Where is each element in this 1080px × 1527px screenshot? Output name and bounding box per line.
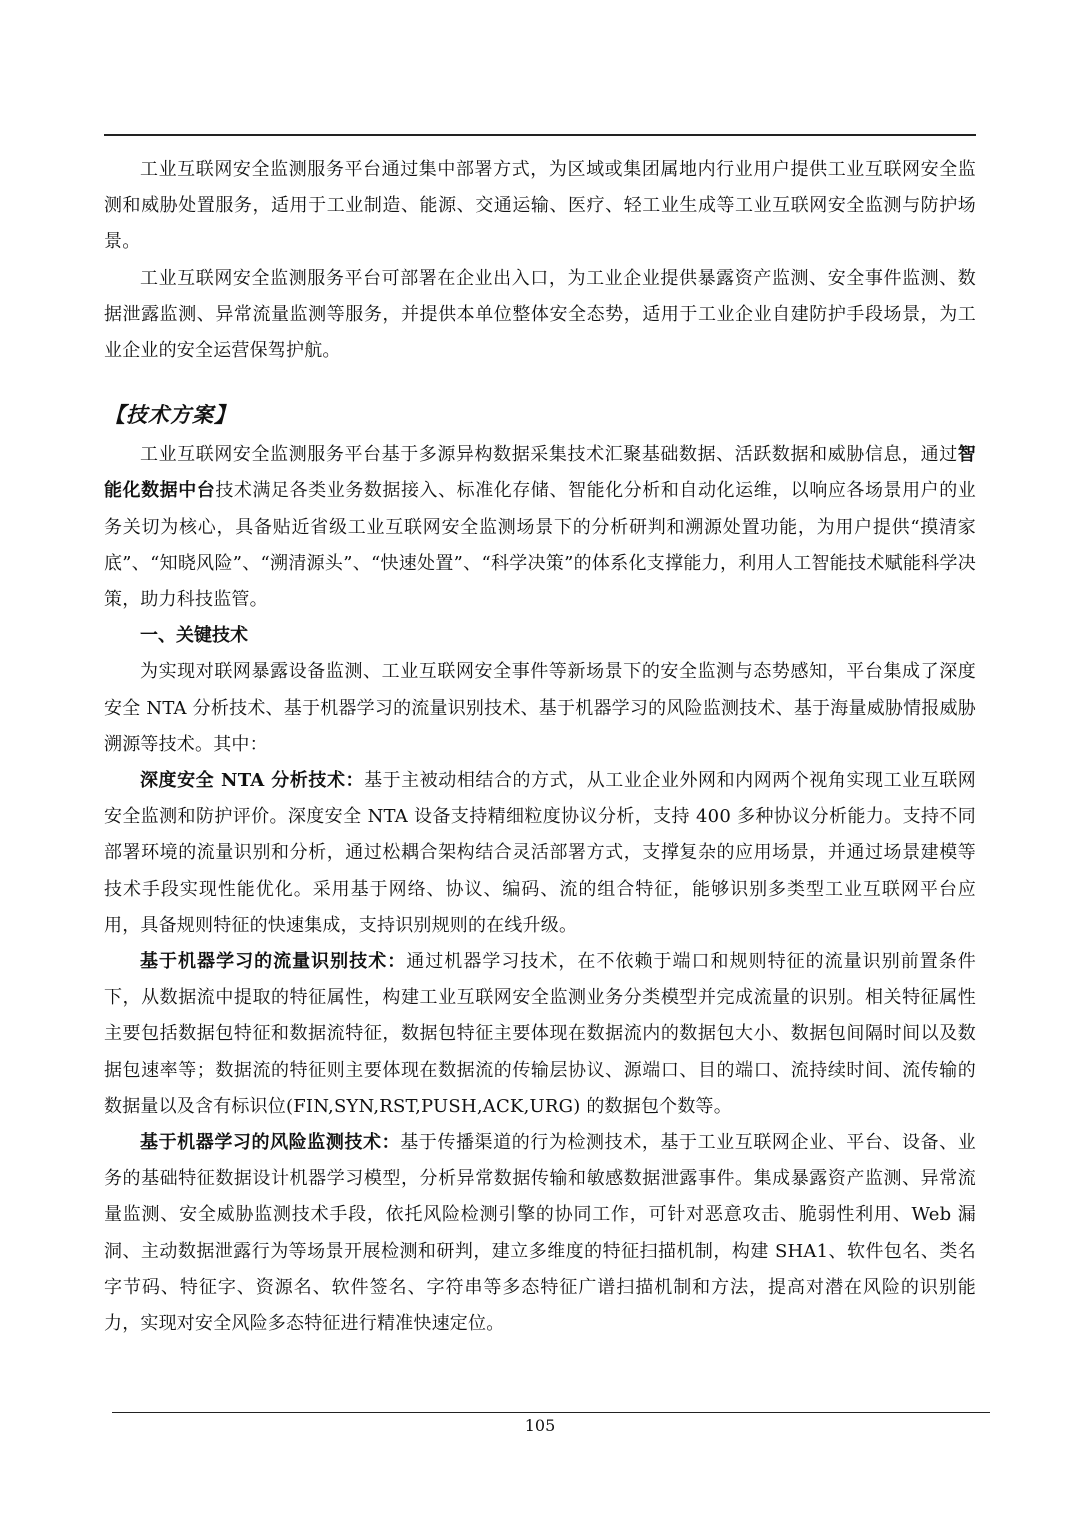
intro-paragraph-2: 工业互联网安全监测服务平台可部署在企业出入口，为工业企业提供暴露资产监测、安全事件监测、数据泄露监测、异常流量监测等服务，并提供本单位整体安全态势，适用于工业企业自建防护手段场景，为工业企业的安全运营保驾护航。: [104, 267, 976, 362]
footer-rule: [112, 1412, 990, 1413]
tech-item-term: 基于机器学习的流量识别技术：: [140, 951, 407, 973]
tech-item-text: 基于传播渠道的行为检测技术，基于工业互联网企业、平台、设备、业务的基础特征数据设计机器学习模型，分析异常数据传输和敏感数据泄露事件。集成暴露资产监测、异常流量监测、安全威胁监测技术手段，依托风险检测引擎的协同工作，可针对恶意攻击、脆弱性利用、Web 漏洞、主动数据泄露行为等场景开展检测和研判，建立多维度的特征扫描机制，构建 SHA1、软件包名、类名字节码、特征字、资源名、软件签名、字符串等多态特征广谱扫描机制和方法，提高对潜在风险的识别能力，实现对安全风险多态特征进行精准快速定位。: [104, 1132, 976, 1335]
tech-solution-text-after: 技术满足各类业务数据接入、标准化存储、智能化分析和自动化运维，以响应各场景用户的业务关切为核心，具备贴近省级工业互联网安全监测场景下的分析研判和溯源处置功能，为用户提供“摸清家底”、“知晓风险”、“溯清源头”、“快速处置”、“科学决策”的体系化支撑能力，利用人工智能技术赋能科学决策，助力科技监管。: [104, 480, 976, 611]
subheading-key-tech: 一、关键技术: [140, 625, 248, 647]
tech-item-text: 基于主被动相结合的方式，从工业企业外网和内网两个视角实现工业互联网安全监测和防护评价。深度安全 NTA 设备支持精细粒度协议分析，支持 400 多种协议分析能力。支持不同部署环境的流量识别和分析，通过松耦合架构结合灵活部署方式，支撑复杂的应用场景，并通过场景建模等技术手段实现性能优化。采用基于网络、协议、编码、流的组合特征，能够识别多类型工业互联网平台应用，具备规则特征的快速集成，支持识别规则的在线升级。: [104, 770, 976, 936]
section-title: 【技术方案】: [104, 402, 236, 428]
tech-solution-text-before: 工业互联网安全监测服务平台基于多源异构数据采集技术汇聚基础数据、活跃数据和威胁信息，通过: [140, 444, 958, 466]
page-body: [104, 152, 976, 1342]
intro-paragraph-1: 工业互联网安全监测服务平台通过集中部署方式，为区域或集团属地内行业用户提供工业互联网安全监测和威胁处置服务，适用于工业制造、能源、交通运输、医疗、轻工业生成等工业互联网安全监测与防护场景。: [104, 159, 976, 253]
key-tech-intro: 为实现对联网暴露设备监测、工业互联网安全事件等新场景下的安全监测与态势感知，平台集成了深度安全 NTA 分析技术、基于机器学习的流量识别技术、基于机器学习的风险监测技术、基于海量威胁情报威胁溯源等技术。其中：: [104, 661, 976, 755]
tech-item-term: 深度安全 NTA 分析技术：: [140, 770, 365, 792]
tech-item-text: 通过机器学习技术，在不依赖于端口和规则特征的流量识别前置条件下，从数据流中提取的特征属性，构建工业互联网安全监测业务分类模型并完成流量的识别。相关特征属性主要包括数据包特征和数据流特征，数据包特征主要体现在数据流内的数据包大小、数据包间隔时间以及数据包速率等；数据流的特征则主要体现在数据流的传输层协议、源端口、目的端口、流持续时间、流传输的数据量以及含有标识位(FIN,SYN,RST,PUSH,ACK,URG) 的数据包个数等。: [104, 951, 976, 1117]
page-number: 105: [524, 1416, 556, 1435]
tech-item-traffic-recognition: [104, 944, 976, 1125]
tech-item-risk-monitoring: [104, 1125, 976, 1342]
tech-item-nta: [104, 763, 976, 944]
tech-solution-paragraph: [104, 437, 976, 618]
tech-item-term: 基于机器学习的风险监测技术：: [140, 1132, 401, 1154]
header-rule: [104, 134, 976, 136]
tech-solution-highlight: 智能化数据中台: [104, 444, 976, 502]
